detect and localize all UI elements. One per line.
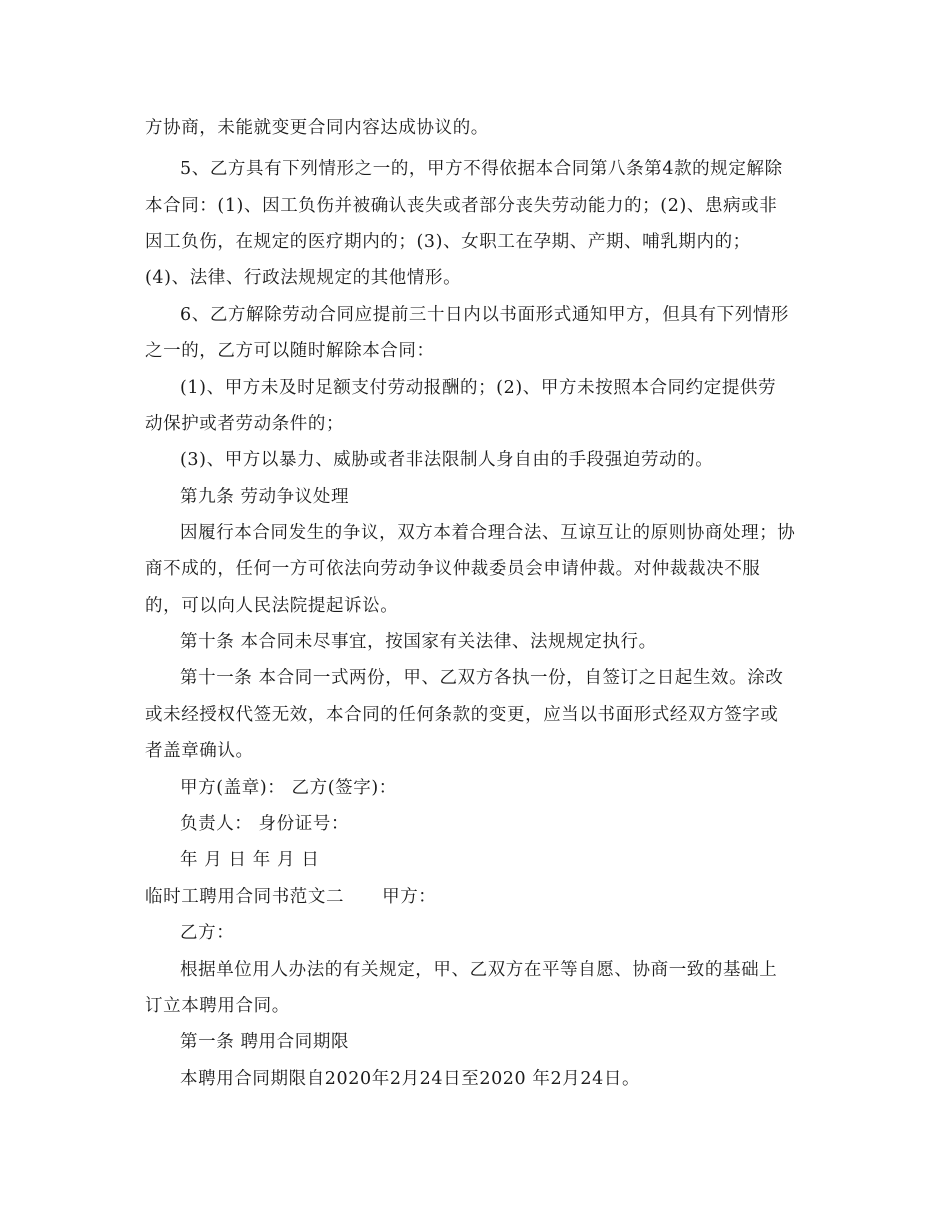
- second-contract-title: 临时工聘用合同书范文二: [145, 887, 345, 907]
- party-a-label: 甲方：: [382, 887, 437, 907]
- text-line: 第十一条 本合同一式两份，甲、乙双方各执一份，自签订之日起生效。涂改: [180, 668, 784, 688]
- text-line: 因履行本合同发生的争议，双方本着合理合法、互谅互让的原则协商处理；协: [180, 523, 796, 543]
- text-line: 方协商，未能就变更合同内容达成协议的。: [145, 118, 489, 138]
- text-line: 之一的，乙方可以随时解除本合同：: [145, 341, 435, 361]
- party-b-label: 乙方：: [180, 923, 235, 943]
- signature-id-line: 负责人： 身份证号：: [180, 814, 350, 834]
- section-heading: 第一条 聘用合同期限: [180, 1032, 350, 1052]
- signature-date-line: 年 月 日 年 月 日: [180, 850, 320, 870]
- text-line: 因工负伤，在规定的医疗期内的；(3)、女职工在孕期、产期、哺乳期内的；: [145, 232, 751, 252]
- text-line: 商不成的，任何一方可依法向劳动争议仲裁委员会申请仲裁。对仲裁裁决不服: [145, 559, 761, 579]
- signature-parties-line: 甲方(盖章)： 乙方(签字)：: [180, 778, 397, 798]
- text-line: 本合同：(1)、因工负伤并被确认丧失或者部分丧失劳动能力的；(2)、患病或非: [145, 196, 778, 216]
- text-line: 本聘用合同期限自2020年2月24日至2020 年2月24日。: [180, 1069, 641, 1089]
- section-heading: 第九条 劳动争议处理: [180, 487, 350, 507]
- text-line: 根据单位用人办法的有关规定，甲、乙双方在平等自愿、协商一致的基础上: [180, 960, 778, 980]
- text-line: 或未经授权代签无效，本合同的任何条款的变更，应当以书面形式经双方签字或: [145, 705, 779, 725]
- text-line: (3)、甲方以暴力、威胁或者非法限制人身自由的手段强迫劳动的。: [180, 450, 714, 470]
- text-line: 5、乙方具有下列情形之一的，甲方不得依据本合同第八条第4款的规定解除: [180, 159, 783, 179]
- text-line: 第十条 本合同未尽事宜，按国家有关法律、法规规定执行。: [180, 632, 657, 652]
- text-line: 者盖章确认。: [145, 741, 254, 761]
- text-line: 订立本聘用合同。: [145, 996, 290, 1016]
- second-contract-title-line: [145, 885, 810, 909]
- text-line: 动保护或者劳动条件的；: [145, 414, 345, 434]
- text-line: (1)、甲方未及时足额支付劳动报酬的；(2)、甲方未按照本合同约定提供劳: [180, 378, 777, 398]
- text-line: 的，可以向人民法院提起诉讼。: [145, 596, 399, 616]
- text-line: 6、乙方解除劳动合同应提前三十日内以书面形式通知甲方，但具有下列情形: [180, 305, 790, 325]
- text-line: (4)、法律、行政法规规定的其他情形。: [145, 268, 462, 288]
